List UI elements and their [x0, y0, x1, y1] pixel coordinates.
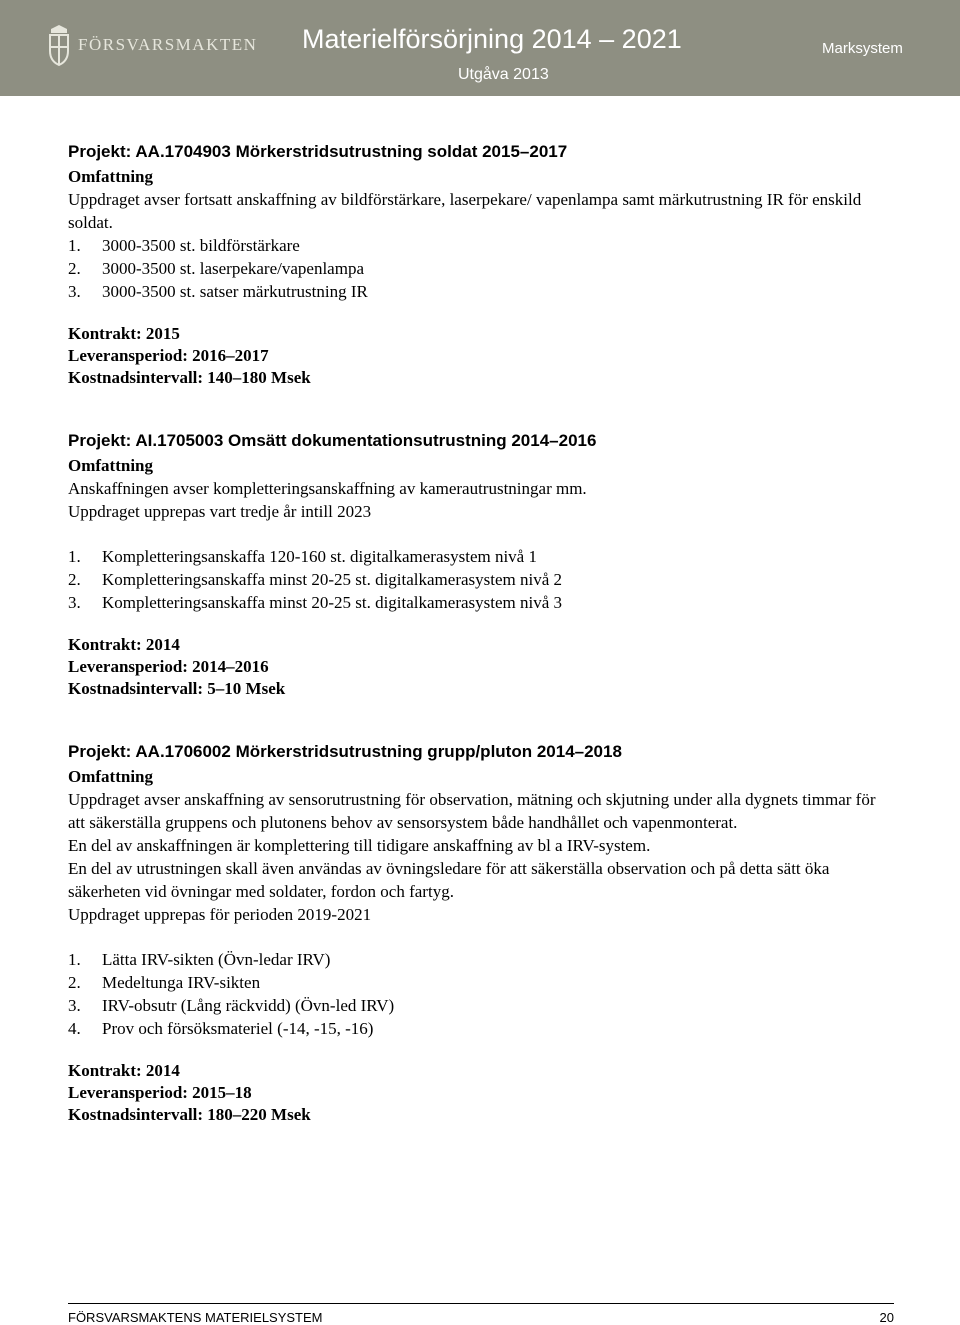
- delivery-period: Leveransperiod: 2016–2017: [68, 346, 269, 365]
- document-edition: Utgåva 2013: [458, 66, 549, 83]
- list-item: 2. Medeltunga IRV-sikten: [68, 973, 261, 992]
- project-section: [68, 430, 896, 700]
- delivery-period: Leveransperiod: 2014–2016: [68, 657, 269, 676]
- scope-label: Omfattning: [68, 167, 153, 186]
- logo-text: FÖRSVARSMAKTEN: [78, 35, 258, 54]
- item-list: [68, 545, 896, 614]
- project-section: [68, 741, 896, 1126]
- project-title: Projekt: AI.1705003 Omsätt dokumentationsutrustning 2014–2016: [68, 431, 597, 450]
- page-content: [68, 140, 896, 1126]
- list-item: 4. Prov och försöksmateriel (-14, -15, -16): [68, 1019, 374, 1038]
- project-title: Projekt: AA.1706002 Mörkerstridsutrustning grupp/pluton 2014–2018: [68, 742, 622, 761]
- scope-paragraph: En del av anskaffningen är komplettering till tidigare anskaffning av bl a IRV-system.: [68, 836, 651, 855]
- scope-paragraph: Anskaffningen avser kompletteringsanskaffning av kamerautrustningar mm.: [68, 479, 587, 498]
- list-item: 2. 3000-3500 st. laserpekare/vapenlampa: [68, 259, 364, 278]
- list-item: 1. 3000-3500 st. bildförstärkare: [68, 236, 300, 255]
- project-facts: [68, 323, 896, 389]
- section-label: Marksystem: [822, 40, 903, 57]
- project-title: Projekt: AA.1704903 Mörkerstridsutrustning soldat 2015–2017: [68, 142, 568, 161]
- list-item: 1. Lätta IRV-sikten (Övn-ledar IRV): [68, 950, 331, 969]
- footer-org: FÖRSVARSMAKTENS MATERIELSYSTEM: [68, 1310, 323, 1325]
- scope-label: Omfattning: [68, 767, 153, 786]
- crest-icon: [48, 23, 70, 67]
- contract-year: Kontrakt: 2015: [68, 324, 180, 343]
- page-number: 20: [879, 1310, 894, 1325]
- delivery-period: Leveransperiod: 2015–18: [68, 1083, 252, 1102]
- scope-label: Omfattning: [68, 456, 153, 475]
- project-facts: [68, 634, 896, 700]
- item-list: [68, 948, 896, 1040]
- item-list: [68, 234, 896, 303]
- scope-paragraph: Uppdraget upprepas vart tredje år intill 2023: [68, 502, 372, 521]
- cost-interval: Kostnadsintervall: 140–180 Msek: [68, 368, 311, 387]
- document-title: Materielförsörjning 2014 – 2021: [302, 24, 682, 54]
- contract-year: Kontrakt: 2014: [68, 635, 180, 654]
- page-header: [0, 0, 960, 96]
- cost-interval: Kostnadsintervall: 5–10 Msek: [68, 679, 286, 698]
- list-item: 3. 3000-3500 st. satser märkutrustning IR: [68, 282, 368, 301]
- scope-paragraph: Uppdraget upprepas för perioden 2019-2021: [68, 905, 372, 924]
- scope-paragraph: Uppdraget avser fortsatt anskaffning av bildförstärkare, laserpekare/ vapenlampa samt märkutrustning IR för enskild soldat.: [68, 190, 862, 232]
- list-item: 1. Kompletteringsanskaffa 120-160 st. digitalkamerasystem nivå 1: [68, 547, 537, 566]
- project-facts: [68, 1060, 896, 1126]
- list-item: 3. IRV-obsutr (Lång räckvidd) (Övn-led IRV): [68, 996, 395, 1015]
- list-item: 2. Kompletteringsanskaffa minst 20-25 st. digitalkamerasystem nivå 2: [68, 570, 563, 589]
- forsvarsmakten-logo: [48, 22, 257, 68]
- cost-interval: Kostnadsintervall: 180–220 Msek: [68, 1105, 311, 1124]
- scope-paragraph: En del av utrustningen skall även användas av övningsledare för att säkerställa observation och på detta sätt öka säkerheten vid övningar med soldater, fordon och fartyg.: [68, 859, 830, 901]
- contract-year: Kontrakt: 2014: [68, 1061, 180, 1080]
- page-footer: [68, 1303, 894, 1325]
- scope-paragraph: Uppdraget avser anskaffning av sensorutrustning för observation, mätning och skjutning under alla dygnets timmar för att säkerställa gruppens och plutonens behov av sensorsystem både handhållet och vapenmonterat.: [68, 790, 876, 832]
- list-item: 3. Kompletteringsanskaffa minst 20-25 st. digitalkamerasystem nivå 3: [68, 593, 563, 612]
- project-section: [68, 141, 896, 389]
